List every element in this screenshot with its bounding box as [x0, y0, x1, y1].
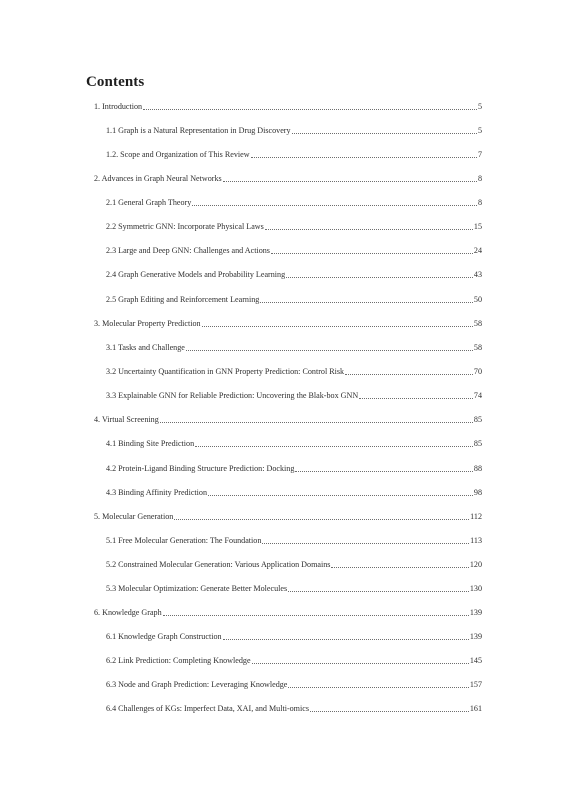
- toc-entry-section-6-1[interactable]: [106, 630, 482, 642]
- toc-entry-title: 5. Molecular Generation: [94, 512, 174, 521]
- toc-entry-title: 4. Virtual Screening: [94, 415, 159, 424]
- toc-entry-title: 6.4 Challenges of KGs: Imperfect Data, XAI, and Multi-omics: [106, 704, 309, 713]
- dot-leader: [208, 495, 473, 496]
- dot-leader: [223, 639, 469, 640]
- toc-page-number: 7: [477, 150, 482, 159]
- toc-page-number: 112: [470, 512, 482, 521]
- dot-leader: [286, 277, 473, 278]
- toc-entry-section-6-3[interactable]: [106, 678, 482, 690]
- toc-entry-title: 6. Knowledge Graph: [94, 608, 162, 617]
- toc-entry-title: 4.2 Protein-Ligand Binding Structure Prediction: Docking: [106, 464, 295, 473]
- toc-page-number: 85: [473, 439, 482, 448]
- toc-entry-section-4-1[interactable]: [106, 437, 482, 449]
- toc-page-number: 24: [473, 246, 482, 255]
- toc-entry-title: 2.5 Graph Editing and Reinforcement Learning: [106, 295, 260, 304]
- toc-entry-section-5-2[interactable]: [106, 558, 482, 570]
- toc-page-number: 161: [469, 704, 482, 713]
- toc-page-number: 139: [469, 608, 482, 617]
- toc-entry-section-2-3[interactable]: [106, 244, 482, 256]
- toc-entry-section-4[interactable]: [94, 413, 482, 425]
- dot-leader: [195, 446, 473, 447]
- toc-page-number: 58: [473, 319, 482, 328]
- dot-leader: [260, 302, 473, 303]
- toc-entry-section-3-1[interactable]: [106, 341, 482, 353]
- toc-entry-title: 1. Introduction: [94, 102, 143, 111]
- dot-leader: [186, 350, 473, 351]
- dot-leader: [202, 326, 473, 327]
- toc-page-number: 113: [470, 536, 482, 545]
- toc-page-number: 88: [473, 464, 482, 473]
- dot-leader: [331, 567, 468, 568]
- dot-leader: [174, 519, 469, 520]
- toc-entry-section-1-2[interactable]: [106, 148, 482, 160]
- dot-leader: [265, 229, 473, 230]
- dot-leader: [292, 133, 477, 134]
- toc-entry-section-2-1[interactable]: [106, 196, 482, 208]
- dot-leader: [251, 157, 477, 158]
- toc-page-number: 130: [469, 584, 482, 593]
- dot-leader: [310, 711, 469, 712]
- toc-entry-section-6-4[interactable]: [106, 702, 482, 714]
- toc-entry-section-5[interactable]: [94, 510, 482, 522]
- toc-entry-title: 5.2 Constrained Molecular Generation: Various Application Domains: [106, 560, 331, 569]
- toc-entry-section-3[interactable]: [94, 317, 482, 329]
- toc-page-number: 58: [473, 343, 482, 352]
- dot-leader: [160, 422, 473, 423]
- toc-page-number: 98: [473, 488, 482, 497]
- toc-entry-section-2[interactable]: [94, 172, 482, 184]
- toc-page-number: 139: [469, 632, 482, 641]
- dot-leader: [163, 615, 469, 616]
- toc-entry-title: 3. Molecular Property Prediction: [94, 319, 201, 328]
- toc-page-number: 5: [477, 102, 482, 111]
- dot-leader: [252, 663, 469, 664]
- toc-entry-title: 5.1 Free Molecular Generation: The Foundation: [106, 536, 262, 545]
- toc-entry-section-4-2[interactable]: [106, 462, 482, 474]
- dot-leader: [288, 591, 469, 592]
- toc-page-number: 120: [469, 560, 482, 569]
- toc-entry-section-3-3[interactable]: [106, 389, 482, 401]
- dot-leader: [345, 374, 473, 375]
- dot-leader: [288, 687, 468, 688]
- toc-page-number: 50: [473, 295, 482, 304]
- toc-entry-title: 6.2 Link Prediction: Completing Knowledge: [106, 656, 251, 665]
- dot-leader: [295, 471, 473, 472]
- toc-entry-title: 3.2 Uncertainty Quantification in GNN Property Prediction: Control Risk: [106, 367, 345, 376]
- toc-page-number: 70: [473, 367, 482, 376]
- toc-entry-section-6-2[interactable]: [106, 654, 482, 666]
- toc-entry-title: 2.1 General Graph Theory: [106, 198, 192, 207]
- toc-entry-title: 1.1 Graph is a Natural Representation in Drug Discovery: [106, 126, 291, 135]
- toc-entry-title: 2.4 Graph Generative Models and Probability Learning: [106, 270, 286, 279]
- dot-leader: [223, 181, 477, 182]
- toc-page-number: 74: [473, 391, 482, 400]
- dot-leader: [262, 543, 469, 544]
- toc-entry-section-2-4[interactable]: [106, 268, 482, 280]
- toc-entry-title: 2.3 Large and Deep GNN: Challenges and Actions: [106, 246, 270, 255]
- toc-entry-title: 4.1 Binding Site Prediction: [106, 439, 195, 448]
- toc-page-number: 15: [473, 222, 482, 231]
- toc-entry-title: 2. Advances in Graph Neural Networks: [94, 174, 222, 183]
- toc-entry-title: 3.3 Explainable GNN for Reliable Prediction: Uncovering the Blak-box GNN: [106, 391, 359, 400]
- dot-leader: [359, 398, 473, 399]
- toc-entry-title: 6.3 Node and Graph Prediction: Leveraging Knowledge: [106, 680, 288, 689]
- toc-page-number: 157: [469, 680, 482, 689]
- toc-entry-section-2-2[interactable]: [106, 220, 482, 232]
- dot-leader: [143, 109, 477, 110]
- toc-page-number: 5: [477, 126, 482, 135]
- toc-entry-title: 5.3 Molecular Optimization: Generate Better Molecules: [106, 584, 288, 593]
- toc-entry-section-1[interactable]: [94, 100, 482, 112]
- toc-entry-section-5-1[interactable]: [106, 534, 482, 546]
- toc-entry-title: 2.2 Symmetric GNN: Incorporate Physical Laws: [106, 222, 264, 231]
- toc-entry-section-6[interactable]: [94, 606, 482, 618]
- toc-entry-title: 4.3 Binding Affinity Prediction: [106, 488, 208, 497]
- dot-leader: [271, 253, 473, 254]
- toc-entry-section-2-5[interactable]: [106, 293, 482, 305]
- dot-leader: [192, 205, 477, 206]
- toc-page-number: 145: [469, 656, 482, 665]
- toc-entry-title: 3.1 Tasks and Challenge: [106, 343, 185, 352]
- toc-entry-section-3-2[interactable]: [106, 365, 482, 377]
- toc-entry-title: 1.2. Scope and Organization of This Review: [106, 150, 250, 159]
- toc-entry-section-1-1[interactable]: [106, 124, 482, 136]
- toc-page-number: 43: [473, 270, 482, 279]
- contents-heading: Contents: [86, 74, 145, 90]
- toc-page-number: 8: [477, 174, 482, 183]
- toc-page-number: 85: [473, 415, 482, 424]
- toc-entry-title: 6.1 Knowledge Graph Construction: [106, 632, 222, 641]
- toc-entry-section-4-3[interactable]: [106, 486, 482, 498]
- toc-entry-section-5-3[interactable]: [106, 582, 482, 594]
- toc-page-number: 8: [477, 198, 482, 207]
